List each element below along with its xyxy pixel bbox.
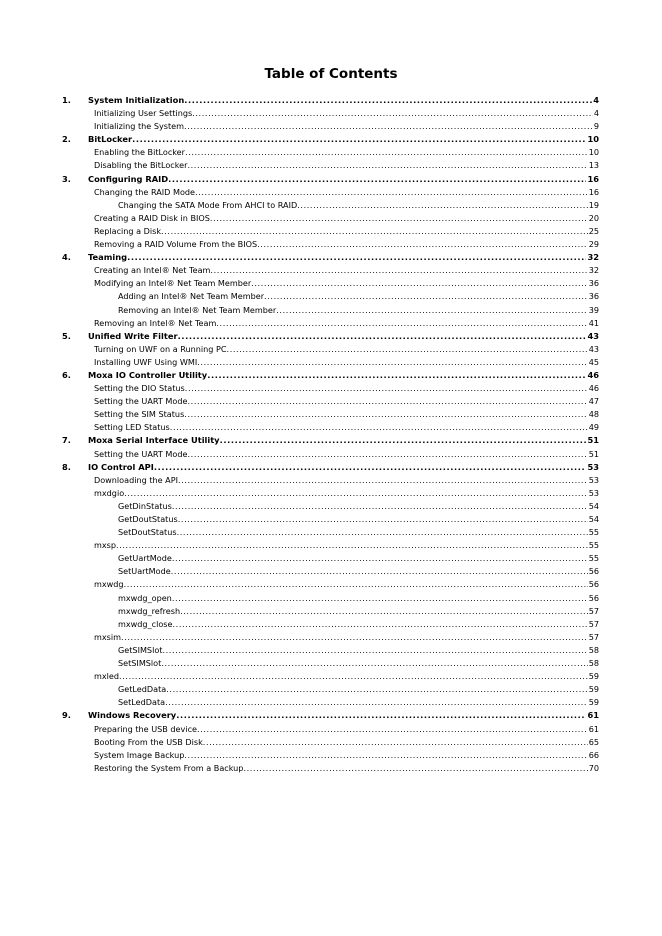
- page-number: 20: [588, 212, 599, 223]
- page-number: 39: [588, 304, 599, 315]
- toc-section-row[interactable]: [62, 631, 599, 644]
- toc-section-row[interactable]: [62, 159, 599, 172]
- toc-entry[interactable]: [88, 133, 599, 146]
- page-number: 29: [588, 239, 599, 250]
- toc-entry-title: Setting the DIO Status: [94, 383, 185, 394]
- toc-section-row[interactable]: [62, 421, 599, 434]
- chapter-number: 3.: [62, 173, 71, 184]
- toc-entry[interactable]: [94, 225, 599, 238]
- page-number: 54: [588, 500, 599, 511]
- toc-chapter-row[interactable]: [62, 94, 599, 107]
- toc-entry[interactable]: [94, 723, 599, 736]
- dot-leader: [264, 290, 588, 303]
- toc-entry[interactable]: [94, 277, 599, 290]
- dot-leader: [172, 500, 588, 513]
- chapter-number: 9.: [62, 710, 71, 721]
- toc-entry[interactable]: [94, 631, 599, 644]
- toc-entry-title: Setting the SIM Status: [94, 409, 185, 420]
- toc-entry[interactable]: [118, 605, 599, 618]
- dot-leader: [203, 736, 588, 749]
- page-number: 57: [588, 605, 599, 616]
- toc-entry[interactable]: [118, 199, 599, 212]
- chapter-number: 8.: [62, 461, 71, 472]
- toc-entry[interactable]: [94, 408, 599, 421]
- toc-section-row[interactable]: [62, 120, 599, 133]
- dot-leader: [187, 448, 587, 461]
- chapter-number: 7.: [62, 435, 71, 446]
- toc-entry[interactable]: [118, 592, 599, 605]
- toc-entry-title: SetSIMSlot: [118, 658, 162, 669]
- page-number: 53: [587, 461, 599, 472]
- toc-section-row[interactable]: [62, 696, 599, 709]
- page-number: 66: [588, 749, 599, 760]
- page-number: 16: [587, 173, 599, 184]
- toc-chapter-row[interactable]: [62, 369, 599, 382]
- toc-section-row[interactable]: [62, 448, 599, 461]
- dot-leader: [170, 421, 588, 434]
- page-number: 32: [588, 265, 599, 276]
- dot-leader: [210, 264, 587, 277]
- dot-leader: [178, 330, 587, 343]
- page-number: 36: [588, 291, 599, 302]
- toc-section-row[interactable]: [62, 212, 599, 225]
- toc-entry-title: Changing the RAID Mode: [94, 186, 196, 197]
- page-number: 65: [588, 736, 599, 747]
- dot-leader: [161, 225, 588, 238]
- page-number: 4: [593, 95, 599, 105]
- page-number: 53: [588, 487, 599, 498]
- toc-entry-title: GetDoutStatus: [118, 514, 178, 524]
- page-number: 59: [588, 684, 599, 695]
- toc-section-row[interactable]: [62, 238, 599, 251]
- dot-leader: [165, 696, 588, 709]
- toc-entry-title: GetSIMSlot: [118, 644, 163, 655]
- toc-entry-title: Disabling the BitLocker: [94, 160, 188, 171]
- page-number: 61: [587, 710, 599, 721]
- page-number: 59: [588, 671, 599, 682]
- toc-entry[interactable]: [94, 317, 599, 330]
- toc-section-row[interactable]: [62, 723, 599, 736]
- page-number: 58: [588, 658, 599, 669]
- dot-leader: [176, 709, 586, 722]
- dot-leader: [220, 434, 587, 447]
- toc-entry-title: Moxa IO Controller Utility: [88, 369, 208, 380]
- page-number: 46: [587, 369, 599, 380]
- toc-chapter-row[interactable]: [62, 330, 599, 343]
- dot-leader: [121, 631, 588, 644]
- dot-leader: [168, 173, 586, 186]
- page-number: 56: [588, 566, 599, 577]
- chapter-number: 6.: [62, 369, 71, 380]
- page-number: 32: [587, 252, 599, 263]
- toc-entry[interactable]: [118, 657, 599, 670]
- page-number: 56: [588, 579, 599, 590]
- page-number: 9: [593, 121, 599, 132]
- dot-leader: [184, 120, 593, 133]
- toc-entry-title: Removing an Intel® Net Team Member: [118, 304, 277, 315]
- toc-chapter-row[interactable]: [62, 251, 599, 264]
- toc-section-row[interactable]: [62, 317, 599, 330]
- toc-entry-title: GetUartMode: [118, 553, 172, 564]
- page-number: 57: [588, 618, 599, 629]
- toc-entry[interactable]: [88, 369, 599, 382]
- toc-section-row[interactable]: [62, 107, 599, 120]
- toc-entry-title: Turning on UWF on a Running PC: [94, 343, 227, 354]
- dot-leader: [184, 749, 587, 762]
- dot-leader: [172, 618, 587, 631]
- toc-entry-title: Windows Recovery: [88, 710, 177, 721]
- toc-section-row[interactable]: [62, 736, 599, 749]
- page-number: 13: [588, 160, 599, 171]
- dot-leader: [197, 723, 588, 736]
- page-number: 46: [588, 383, 599, 394]
- chapter-number: 1.: [62, 95, 71, 105]
- dot-leader: [184, 408, 587, 421]
- toc-entry-title: Changing the SATA Mode From AHCI to RAID: [118, 199, 298, 210]
- page-number: 54: [588, 514, 599, 524]
- page-number: 51: [587, 435, 599, 446]
- toc-entry[interactable]: [118, 644, 599, 657]
- toc-entry-title: Moxa Serial Interface Utility: [88, 435, 220, 446]
- toc-entry[interactable]: [94, 749, 599, 762]
- dot-leader: [187, 159, 587, 172]
- toc-section-row[interactable]: [62, 186, 599, 199]
- page-number: 61: [588, 723, 599, 734]
- dot-leader: [161, 657, 587, 670]
- toc-entry-title: GetDinStatus: [118, 500, 172, 511]
- toc-entry[interactable]: [94, 238, 599, 251]
- page-number: 55: [588, 527, 599, 538]
- page-number: 10: [587, 134, 599, 145]
- dot-leader: [185, 146, 588, 159]
- toc-entry[interactable]: [94, 264, 599, 277]
- toc-chapter-row[interactable]: [62, 173, 599, 186]
- toc-entry[interactable]: [94, 146, 599, 159]
- toc-entry[interactable]: [94, 186, 599, 199]
- toc-entry-title: System Initialization: [88, 95, 185, 105]
- toc-section-row[interactable]: [62, 552, 599, 565]
- toc-entry-title: mxdgio: [94, 487, 125, 498]
- toc-section-row[interactable]: [62, 290, 599, 303]
- dot-leader: [197, 356, 587, 369]
- dot-leader: [243, 762, 587, 775]
- toc-entry[interactable]: [94, 212, 599, 225]
- toc-entry-title: SetDoutStatus: [118, 527, 177, 538]
- toc-entry[interactable]: [118, 683, 599, 696]
- toc-section-row[interactable]: [62, 382, 599, 395]
- toc-section-row[interactable]: [62, 749, 599, 762]
- toc-section-row[interactable]: [62, 225, 599, 238]
- toc-entry-title: mxwdg_close: [118, 618, 173, 629]
- toc-entry-title: Creating a RAID Disk in BIOS: [94, 212, 210, 223]
- toc-entry-title: Adding an Intel® Net Team Member: [118, 291, 265, 302]
- dot-leader: [227, 343, 588, 356]
- dot-leader: [180, 605, 588, 618]
- toc-entry[interactable]: [118, 565, 599, 578]
- toc-entry-title: mxwdg: [94, 579, 124, 590]
- page-number: 45: [588, 356, 599, 367]
- dot-leader: [178, 513, 588, 526]
- dot-leader: [257, 238, 588, 251]
- toc-entry-title: Setting the UART Mode: [94, 396, 188, 407]
- toc-entry[interactable]: [94, 670, 599, 683]
- toc-section-row[interactable]: [62, 395, 599, 408]
- toc-entry[interactable]: [94, 474, 599, 487]
- toc-entry-title: Removing an Intel® Net Team: [94, 317, 217, 328]
- chapter-number: 2.: [62, 134, 71, 145]
- toc-entry-title: Unified Write Filter: [88, 330, 178, 341]
- toc-entry-title: Restoring the System From a Backup: [94, 762, 244, 773]
- page-number: 41: [588, 317, 599, 328]
- toc-entry[interactable]: [118, 513, 599, 526]
- toc-section-row[interactable]: [62, 605, 599, 618]
- dot-leader: [127, 251, 586, 264]
- toc-section-row[interactable]: [62, 657, 599, 670]
- toc-entry[interactable]: [94, 736, 599, 749]
- dot-leader: [192, 107, 593, 120]
- toc-entry-title: Installing UWF Using WMI: [94, 356, 198, 367]
- toc-section-row[interactable]: [62, 644, 599, 657]
- toc-section-row[interactable]: [62, 474, 599, 487]
- toc-chapter-row[interactable]: [62, 434, 599, 447]
- dot-leader: [166, 683, 587, 696]
- toc-entry-title: Teaming: [88, 252, 128, 263]
- toc-entry[interactable]: [94, 421, 599, 434]
- page-number: 59: [588, 697, 599, 708]
- toc-entry[interactable]: [94, 762, 599, 775]
- dot-leader: [185, 382, 588, 395]
- page-title: Table of Contents: [264, 66, 398, 82]
- toc-section-row[interactable]: [62, 264, 599, 277]
- page-number: 36: [588, 278, 599, 289]
- toc-entry[interactable]: [94, 539, 599, 552]
- toc-entry-title: mxsim: [94, 631, 122, 642]
- toc-section-row[interactable]: [62, 526, 599, 539]
- toc-entry[interactable]: [118, 618, 599, 631]
- toc-entry-title: Replacing a Disk: [94, 225, 162, 236]
- toc-section-row[interactable]: [62, 146, 599, 159]
- toc-section-row[interactable]: [62, 500, 599, 513]
- toc-section-row[interactable]: [62, 578, 599, 591]
- toc-entry[interactable]: [94, 578, 599, 591]
- toc-entry-title: Initializing User Settings: [94, 108, 193, 119]
- toc-section-row[interactable]: [62, 762, 599, 775]
- toc-section-row[interactable]: [62, 539, 599, 552]
- table-of-contents: [62, 94, 599, 775]
- toc-entry-title: Setting LED Status: [94, 422, 170, 433]
- toc-entry-title: Preparing the USB device: [94, 723, 198, 734]
- toc-chapter-row[interactable]: [62, 461, 599, 474]
- chapter-number: 5.: [62, 330, 71, 341]
- toc-entry-title: mxled: [94, 671, 120, 682]
- toc-entry[interactable]: [88, 709, 599, 722]
- toc-entry[interactable]: [88, 251, 599, 264]
- dot-leader: [162, 644, 587, 657]
- dot-leader: [172, 552, 588, 565]
- dot-leader: [119, 670, 588, 683]
- page-number: 47: [588, 396, 599, 407]
- page-number: 51: [588, 448, 599, 459]
- page-number: 57: [588, 631, 599, 642]
- toc-section-row[interactable]: [62, 343, 599, 356]
- dot-leader: [178, 474, 588, 487]
- dot-leader: [116, 539, 588, 552]
- toc-chapter-row[interactable]: [62, 133, 599, 146]
- toc-section-row[interactable]: [62, 592, 599, 605]
- toc-section-row[interactable]: [62, 277, 599, 290]
- dot-leader: [297, 199, 587, 212]
- page-number: 55: [588, 553, 599, 564]
- toc-entry-title: Booting From the USB Disk: [94, 736, 203, 747]
- toc-entry[interactable]: [94, 356, 599, 369]
- toc-section-row[interactable]: [62, 304, 599, 317]
- page-number: 43: [587, 330, 599, 341]
- toc-entry[interactable]: [88, 94, 599, 107]
- page-number: 16: [588, 186, 599, 197]
- toc-entry-title: System Image Backup: [94, 749, 185, 760]
- toc-entry-title: SetLedData: [118, 697, 166, 708]
- page-number: 10: [588, 147, 599, 158]
- toc-entry[interactable]: [118, 552, 599, 565]
- toc-entry[interactable]: [88, 330, 599, 343]
- toc-entry[interactable]: [94, 343, 599, 356]
- dot-leader: [171, 565, 588, 578]
- toc-entry[interactable]: [118, 304, 599, 317]
- toc-entry-title: Modifying an Intel® Net Team Member: [94, 278, 252, 289]
- dot-leader: [207, 369, 586, 382]
- dot-leader: [154, 461, 587, 474]
- dot-leader: [177, 526, 588, 539]
- toc-entry[interactable]: [94, 107, 599, 120]
- toc-chapter-row[interactable]: [62, 709, 599, 722]
- dot-leader: [184, 94, 592, 107]
- toc-entry[interactable]: [94, 448, 599, 461]
- dot-leader: [124, 578, 588, 591]
- dot-leader: [216, 317, 587, 330]
- toc-entry[interactable]: [118, 290, 599, 303]
- toc-entry[interactable]: [94, 120, 599, 133]
- toc-entry[interactable]: [118, 696, 599, 709]
- dot-leader: [251, 277, 587, 290]
- toc-entry-title: Enabling the BitLocker: [94, 147, 185, 158]
- dot-leader: [172, 592, 588, 605]
- toc-entry-title: mxwdg_open: [118, 592, 172, 603]
- dot-leader: [195, 186, 588, 199]
- toc-entry-title: IO Control API: [88, 461, 154, 472]
- toc-entry-title: Initializing the System: [94, 121, 185, 132]
- page-number: 48: [588, 409, 599, 420]
- toc-entry-title: Configuring RAID: [88, 173, 169, 184]
- toc-section-row[interactable]: [62, 670, 599, 683]
- page-number: 53: [588, 474, 599, 485]
- page-number: 70: [588, 762, 599, 773]
- dot-leader: [187, 395, 587, 408]
- toc-entry[interactable]: [118, 526, 599, 539]
- toc-section-row[interactable]: [62, 408, 599, 421]
- page-number: 43: [588, 343, 599, 354]
- toc-section-row[interactable]: [62, 199, 599, 212]
- page-number: 4: [593, 108, 599, 119]
- toc-entry[interactable]: [94, 487, 599, 500]
- toc-entry-title: Downloading the API: [94, 474, 178, 485]
- toc-section-row[interactable]: [62, 565, 599, 578]
- toc-entry[interactable]: [94, 395, 599, 408]
- toc-section-row[interactable]: [62, 683, 599, 696]
- dot-leader: [132, 133, 586, 146]
- toc-entry[interactable]: [88, 461, 599, 474]
- page-number: 58: [588, 644, 599, 655]
- toc-entry-title: Creating an Intel® Net Team: [94, 265, 211, 276]
- page-number: 55: [588, 540, 599, 551]
- toc-entry-title: mxsp: [94, 540, 117, 551]
- toc-entry-title: GetLedData: [118, 684, 167, 695]
- toc-entry-title: Setting the UART Mode: [94, 448, 188, 459]
- toc-section-row[interactable]: [62, 356, 599, 369]
- toc-entry-title: mxwdg_refresh: [118, 605, 181, 616]
- toc-entry-title: Removing a RAID Volume From the BIOS: [94, 239, 258, 250]
- page-number: 56: [588, 592, 599, 603]
- page-number: 19: [588, 199, 599, 210]
- toc-section-row[interactable]: [62, 618, 599, 631]
- toc-entry[interactable]: [94, 382, 599, 395]
- dot-leader: [210, 212, 588, 225]
- toc-section-row[interactable]: [62, 487, 599, 500]
- toc-entry[interactable]: [118, 500, 599, 513]
- dot-leader: [124, 487, 588, 500]
- dot-leader: [276, 304, 587, 317]
- toc-entry-title: BitLocker: [88, 134, 133, 145]
- toc-entry[interactable]: [94, 159, 599, 172]
- toc-section-row[interactable]: [62, 513, 599, 526]
- page-number: 25: [588, 225, 599, 236]
- chapter-number: 4.: [62, 252, 71, 263]
- toc-entry[interactable]: [88, 434, 599, 447]
- toc-entry-title: SetUartMode: [118, 566, 171, 577]
- page-number: 49: [588, 422, 599, 433]
- toc-entry[interactable]: [88, 173, 599, 186]
